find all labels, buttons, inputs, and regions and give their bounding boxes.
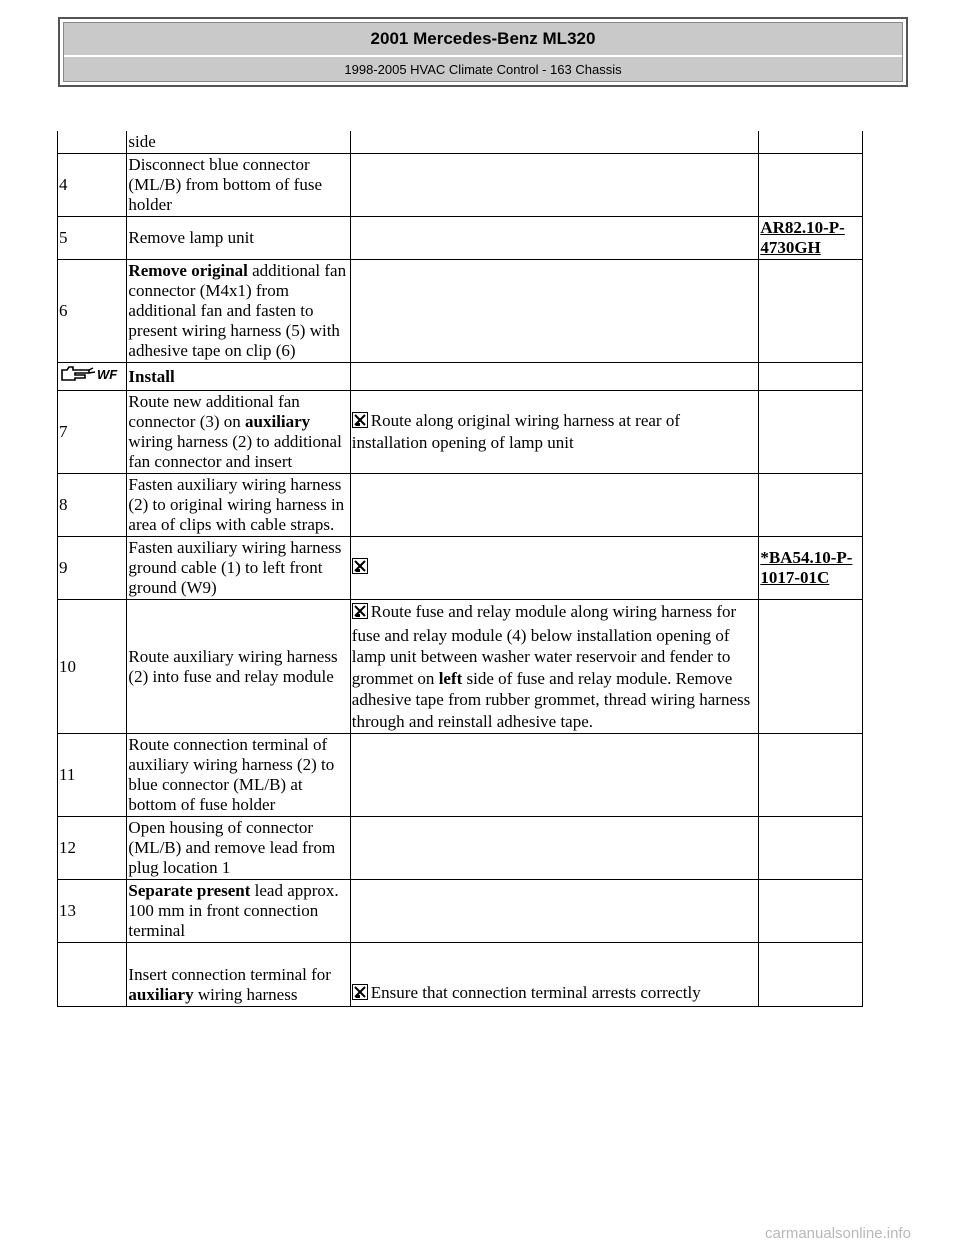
note-cell <box>350 391 759 474</box>
note-cell <box>350 154 759 217</box>
reference-link[interactable]: *BA54.10-P-1017-01C <box>760 548 853 587</box>
step-cell <box>58 131 127 154</box>
action-text: Route auxiliary wiring harness (2) into fuse and relay module <box>128 646 338 686</box>
step-cell <box>58 363 127 391</box>
action-emphasis: auxiliary <box>245 412 311 431</box>
note-text: Route fuse and relay module along wiring harness for fuse and relay module (4) below installation opening of lamp unit between washer water reservoir and fender to grommet on <box>351 602 737 688</box>
document-subtitle: 1998-2005 HVAC Climate Control - 163 Chassis <box>344 61 622 77</box>
image-placeholder-icon[interactable] <box>352 558 368 579</box>
ref-cell <box>759 474 863 537</box>
step-cell: 9 <box>58 537 127 600</box>
step-cell: 5 <box>58 217 127 260</box>
table-row <box>58 734 863 817</box>
note-cell <box>350 880 759 943</box>
document-title: 2001 Mercedes-Benz ML320 <box>64 23 902 57</box>
step-cell: 6 <box>58 260 127 363</box>
table-row <box>58 217 863 260</box>
action-emphasis: Separate present <box>128 881 251 900</box>
action-cell <box>127 817 350 880</box>
note-text: side of fuse and relay module. Remove adhesive tape from rubber grommet, thread wiring harness through and reinstall adhesive tape. <box>351 668 751 731</box>
note-cell <box>350 363 759 391</box>
install-hand-label: WF <box>97 367 118 382</box>
section-heading: Install <box>128 366 175 386</box>
ref-cell <box>759 880 863 943</box>
table-row <box>58 943 863 1007</box>
image-placeholder-icon[interactable] <box>352 412 368 433</box>
note-cell <box>350 600 759 734</box>
ref-cell <box>759 600 863 734</box>
ref-cell <box>759 943 863 1007</box>
step-cell <box>58 943 127 1007</box>
note-cell <box>350 734 759 817</box>
action-text: Insert connection terminal for <box>128 965 331 984</box>
table-row <box>58 131 863 154</box>
action-text: wiring harness <box>193 985 298 1004</box>
ref-cell <box>759 734 863 817</box>
action-cell <box>127 474 350 537</box>
table-row <box>58 363 863 391</box>
action-cell <box>127 391 350 474</box>
action-text: Route new additional fan connector (3) on <box>128 392 300 431</box>
step-cell: 10 <box>58 600 127 734</box>
step-cell: 7 <box>58 391 127 474</box>
note-cell <box>350 131 759 154</box>
action-text: additional fan connector (M4x1) from additional fan and fasten to present wiring harness (5) with adhesive tape on clip (6) <box>128 261 347 360</box>
note-cell <box>350 817 759 880</box>
note-text: Ensure that connection terminal arrests correctly <box>370 983 701 1002</box>
action-text: Open housing of connector (ML/B) and remove lead from plug location 1 <box>128 818 336 877</box>
action-text: Fasten auxiliary wiring harness ground cable (1) to left front ground (W9) <box>128 538 342 597</box>
action-text: side <box>128 132 156 151</box>
note-cell <box>350 943 759 1007</box>
action-cell <box>127 131 350 154</box>
image-placeholder-icon[interactable] <box>352 603 368 625</box>
ref-cell <box>759 260 863 363</box>
action-cell <box>127 734 350 817</box>
table-row <box>58 474 863 537</box>
action-text: Fasten auxiliary wiring harness (2) to original wiring harness in area of clips with cable straps. <box>128 475 345 534</box>
step-cell: 8 <box>58 474 127 537</box>
note-cell <box>350 260 759 363</box>
action-cell <box>127 880 350 943</box>
procedure-table <box>57 131 863 1007</box>
ref-cell <box>759 817 863 880</box>
ref-cell <box>759 363 863 391</box>
action-emphasis: auxiliary <box>128 985 194 1004</box>
table-row <box>58 260 863 363</box>
action-text: Disconnect blue connector (ML/B) from bottom of fuse holder <box>128 155 323 214</box>
action-cell <box>127 363 350 391</box>
ref-cell <box>759 537 863 600</box>
table-row <box>58 391 863 474</box>
note-cell <box>350 217 759 260</box>
ref-cell <box>759 131 863 154</box>
action-emphasis: Remove original <box>128 261 248 280</box>
action-cell <box>127 260 350 363</box>
step-cell: 11 <box>58 734 127 817</box>
action-cell <box>127 600 350 734</box>
step-cell: 13 <box>58 880 127 943</box>
reference-link[interactable]: AR82.10-P-4730GH <box>760 218 845 257</box>
action-text: wiring harness (2) to additional fan connector and insert <box>128 432 342 471</box>
ref-cell <box>759 154 863 217</box>
action-cell <box>127 537 350 600</box>
note-cell <box>350 474 759 537</box>
table-row <box>58 817 863 880</box>
action-cell <box>127 154 350 217</box>
action-text: Route connection terminal of auxiliary wiring harness (2) to blue connector (ML/B) at bottom of fuse holder <box>128 735 335 814</box>
table-row <box>58 600 863 734</box>
action-text: Remove lamp unit <box>128 228 255 247</box>
ref-cell <box>759 217 863 260</box>
table-row <box>58 880 863 943</box>
action-text: lead approx. 100 mm in front connection terminal <box>128 881 339 940</box>
step-cell: 12 <box>58 817 127 880</box>
image-placeholder-icon[interactable] <box>352 984 368 1005</box>
table-row <box>58 154 863 217</box>
table-row <box>58 537 863 600</box>
page-header-inner <box>63 22 903 82</box>
note-text: Route along original wiring harness at rear of installation opening of lamp unit <box>351 411 681 452</box>
action-cell <box>127 943 350 1007</box>
note-emphasis: left <box>438 668 463 688</box>
step-cell: 4 <box>58 154 127 217</box>
action-cell <box>127 217 350 260</box>
ref-cell <box>759 391 863 474</box>
watermark: carmanualsonline.info <box>765 1225 911 1242</box>
install-hand-icon <box>59 364 127 389</box>
note-cell <box>350 537 759 600</box>
page-header <box>58 17 908 87</box>
